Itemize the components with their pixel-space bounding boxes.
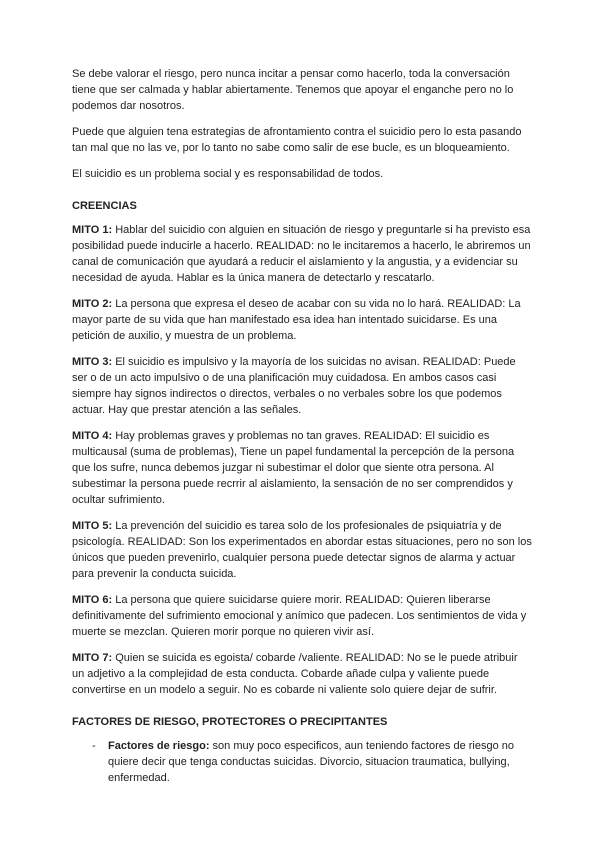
myth-label: MITO 1:: [72, 224, 113, 236]
myth-paragraph-5: [72, 518, 532, 582]
myth-paragraph-2: [72, 296, 532, 344]
intro-paragraph-1: Se debe valorar el riesgo, pero nunca incitar a pensar como hacerlo, toda la conversación tiene que ser calmada y hablar abiertamente. Tenemos que apoyar el enganche pero no lo podemos dar nosotros.: [72, 68, 514, 112]
factores-list: [72, 738, 532, 786]
myth-paragraph-4: [72, 428, 532, 508]
myth-label: MITO 3:: [72, 356, 113, 368]
myth-text: Hablar del suicidio con alguien en situación de riesgo y preguntarle si ha previsto esa posibilidad puede inducirle a hacerlo. REALIDAD: no le incitaremos a hacerlo, le abriremos un canal de comunicación que ayudará a reducir el aislamiento y la angustia, y a evidenciar su necesidad de ayuda. Hablar es la única manera de detectarlo y rescatarlo.: [72, 224, 531, 284]
document-page: [72, 66, 532, 786]
myth-label: MITO 2:: [72, 298, 113, 310]
bullet-text: son muy poco especificos, aun teniendo factores de riesgo no quiere decir que tenga conductas suicidas. Divorcio, situacion traumatica, bullying, enfermedad.: [108, 740, 515, 784]
myth-text: La persona que expresa el deseo de acabar con su vida no lo hará. REALIDAD: La mayor parte de su vida que han manifestado esa idea han intentado suicidarse. Es una petición de auxilio, y muestra de un problema.: [72, 298, 521, 342]
myth-label: MITO 5:: [72, 520, 113, 532]
myth-label: MITO 4:: [72, 430, 113, 442]
myth-paragraph-6: [72, 592, 532, 640]
myth-text: Hay problemas graves y problemas no tan graves. REALIDAD: El suicidio es multicausal (suma de problemas), Tiene un papel fundamental la percepción de la persona que los sufre, nunca debemos juzgar ni subestimar el dolor que siente otra persona. Al subestimar la persona puede recrrir al aislamiento, la sensación de no ser comprendidos y ocultar sufrimiento.: [72, 430, 515, 506]
list-item: [92, 738, 532, 786]
myth-label: MITO 6:: [72, 594, 113, 606]
intro-paragraph-2: Puede que alguien tena estrategias de afrontamiento contra el suicidio pero lo esta pasando tan mal que no las ve, por lo tanto no sabe como salir de ese bucle, es un bloqueamiento.: [72, 126, 522, 154]
myth-text: La persona que quiere suicidarse quiere morir. REALIDAD: Quieren liberarse definitivamente del sufrimiento emocional y anímico que padecen. Los sentimientos de vida y muerte se mezclan. Quieren morir porque no quieren vivir así.: [72, 594, 527, 638]
myth-text: El suicidio es impulsivo y la mayoría de los suicidas no avisan. REALIDAD: Puede ser o de un acto impulsivo o de una planificación muy cuidadosa. En ambos casos casi siempre hay signos indirectos o directos, verbales o no verbales sobre los que podemos actuar. Hay que prestar atención a las señales.: [72, 356, 516, 416]
myth-paragraph-1: [72, 222, 532, 286]
myth-paragraph-7: [72, 650, 532, 698]
intro-paragraph-3: El suicidio es un problema social y es responsabilidad de todos.: [72, 168, 384, 180]
bullet-label: Factores de riesgo:: [108, 740, 210, 752]
myth-text: Quien se suicida es egoista/ cobarde /valiente. REALIDAD: No se le puede atribuir un adjetivo a la complejidad de esta conducta. Cobarde añade culpa y valiente puede convertirse en un modelo a seguir. No es cobarde ni valiente solo quiere dejar de sufrir.: [72, 652, 518, 696]
myth-label: MITO 7:: [72, 652, 113, 664]
creencias-heading: CREENCIAS: [72, 200, 137, 212]
myth-text: La prevención del suicidio es tarea solo de los profesionales de psiquiatría y de psicología. REALIDAD: Son los experimentados en abordar estas situaciones, pero no son los únicos que pueden prevenirlo, cualquier persona puede detectar signos de alarma y actuar para prevenir la conducta suicida.: [72, 520, 532, 580]
factores-heading: FACTORES DE RIESGO, PROTECTORES O PRECIPITANTES: [72, 716, 388, 728]
bullet-marker: -: [92, 740, 96, 752]
myth-paragraph-3: [72, 354, 532, 418]
